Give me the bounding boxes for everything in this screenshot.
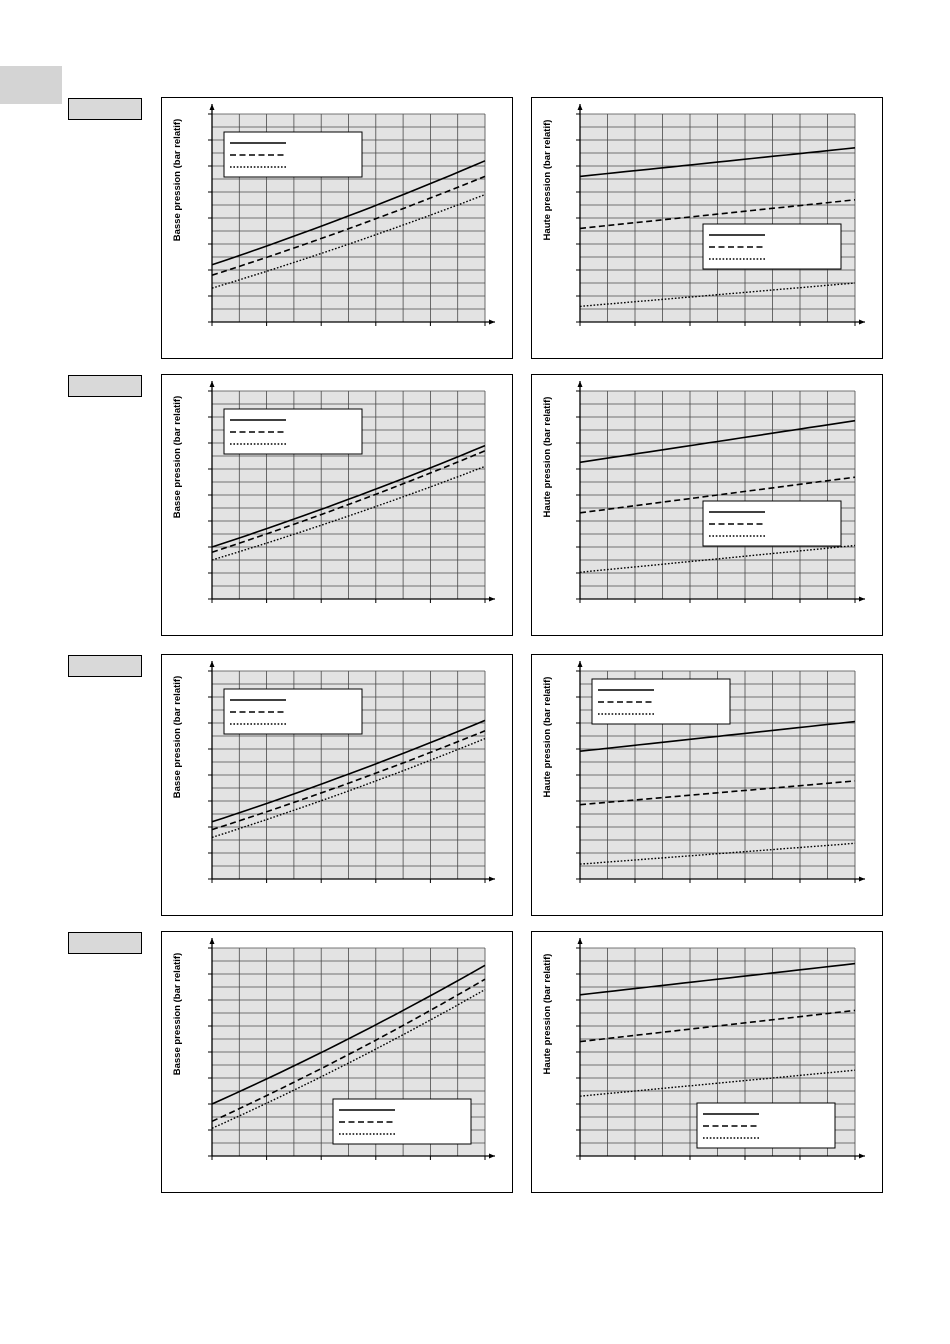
x-axis-arrow (859, 320, 865, 325)
y-axis-arrow (210, 104, 215, 110)
legend (224, 689, 362, 734)
chart-svg (532, 655, 882, 915)
row-label-box-3 (68, 655, 142, 677)
y-axis-arrow (578, 661, 583, 667)
legend (703, 501, 841, 546)
y-axis-label: Haute pression (bar relatif) (542, 396, 553, 518)
y-axis-arrow (210, 661, 215, 667)
y-axis-arrow (210, 381, 215, 387)
x-axis-arrow (489, 1154, 495, 1159)
y-axis-arrow (210, 938, 215, 944)
y-axis-arrow (578, 381, 583, 387)
chart-svg (162, 932, 512, 1192)
x-axis-arrow (859, 1154, 865, 1159)
y-axis-label: Basse pression (bar relatif) (172, 952, 183, 1076)
legend (333, 1099, 471, 1144)
row-label-box-2 (68, 375, 142, 397)
chart-panel-row3-right (531, 654, 883, 916)
row-label-box-4 (68, 932, 142, 954)
x-axis-arrow (489, 877, 495, 882)
chart-panel-row4-right (531, 931, 883, 1193)
y-axis-label: Basse pression (bar relatif) (172, 675, 183, 799)
chart-svg (162, 98, 512, 358)
chart-panel-row2-right (531, 374, 883, 636)
chart-svg (162, 375, 512, 635)
legend (224, 409, 362, 454)
chart-svg (532, 375, 882, 635)
chart-panel-row4-left (161, 931, 513, 1193)
page-tab-marker (0, 66, 62, 104)
y-axis-label: Basse pression (bar relatif) (172, 395, 183, 519)
legend (592, 679, 730, 724)
chart-panel-row2-left (161, 374, 513, 636)
y-axis-label: Haute pression (bar relatif) (542, 119, 553, 241)
chart-svg (532, 98, 882, 358)
chart-svg (532, 932, 882, 1192)
chart-panel-row1-right (531, 97, 883, 359)
y-axis-label: Haute pression (bar relatif) (542, 953, 553, 1075)
x-axis-arrow (489, 597, 495, 602)
chart-panel-row1-left (161, 97, 513, 359)
y-axis-arrow (578, 938, 583, 944)
chart-panel-row3-left (161, 654, 513, 916)
x-axis-arrow (859, 597, 865, 602)
legend (703, 224, 841, 269)
legend (224, 132, 362, 177)
x-axis-arrow (489, 320, 495, 325)
y-axis-label: Basse pression (bar relatif) (172, 118, 183, 242)
row-label-box-1 (68, 98, 142, 120)
y-axis-label: Haute pression (bar relatif) (542, 676, 553, 798)
y-axis-arrow (578, 104, 583, 110)
plot-grid (580, 114, 855, 322)
chart-svg (162, 655, 512, 915)
x-axis-arrow (859, 877, 865, 882)
legend (697, 1103, 835, 1148)
